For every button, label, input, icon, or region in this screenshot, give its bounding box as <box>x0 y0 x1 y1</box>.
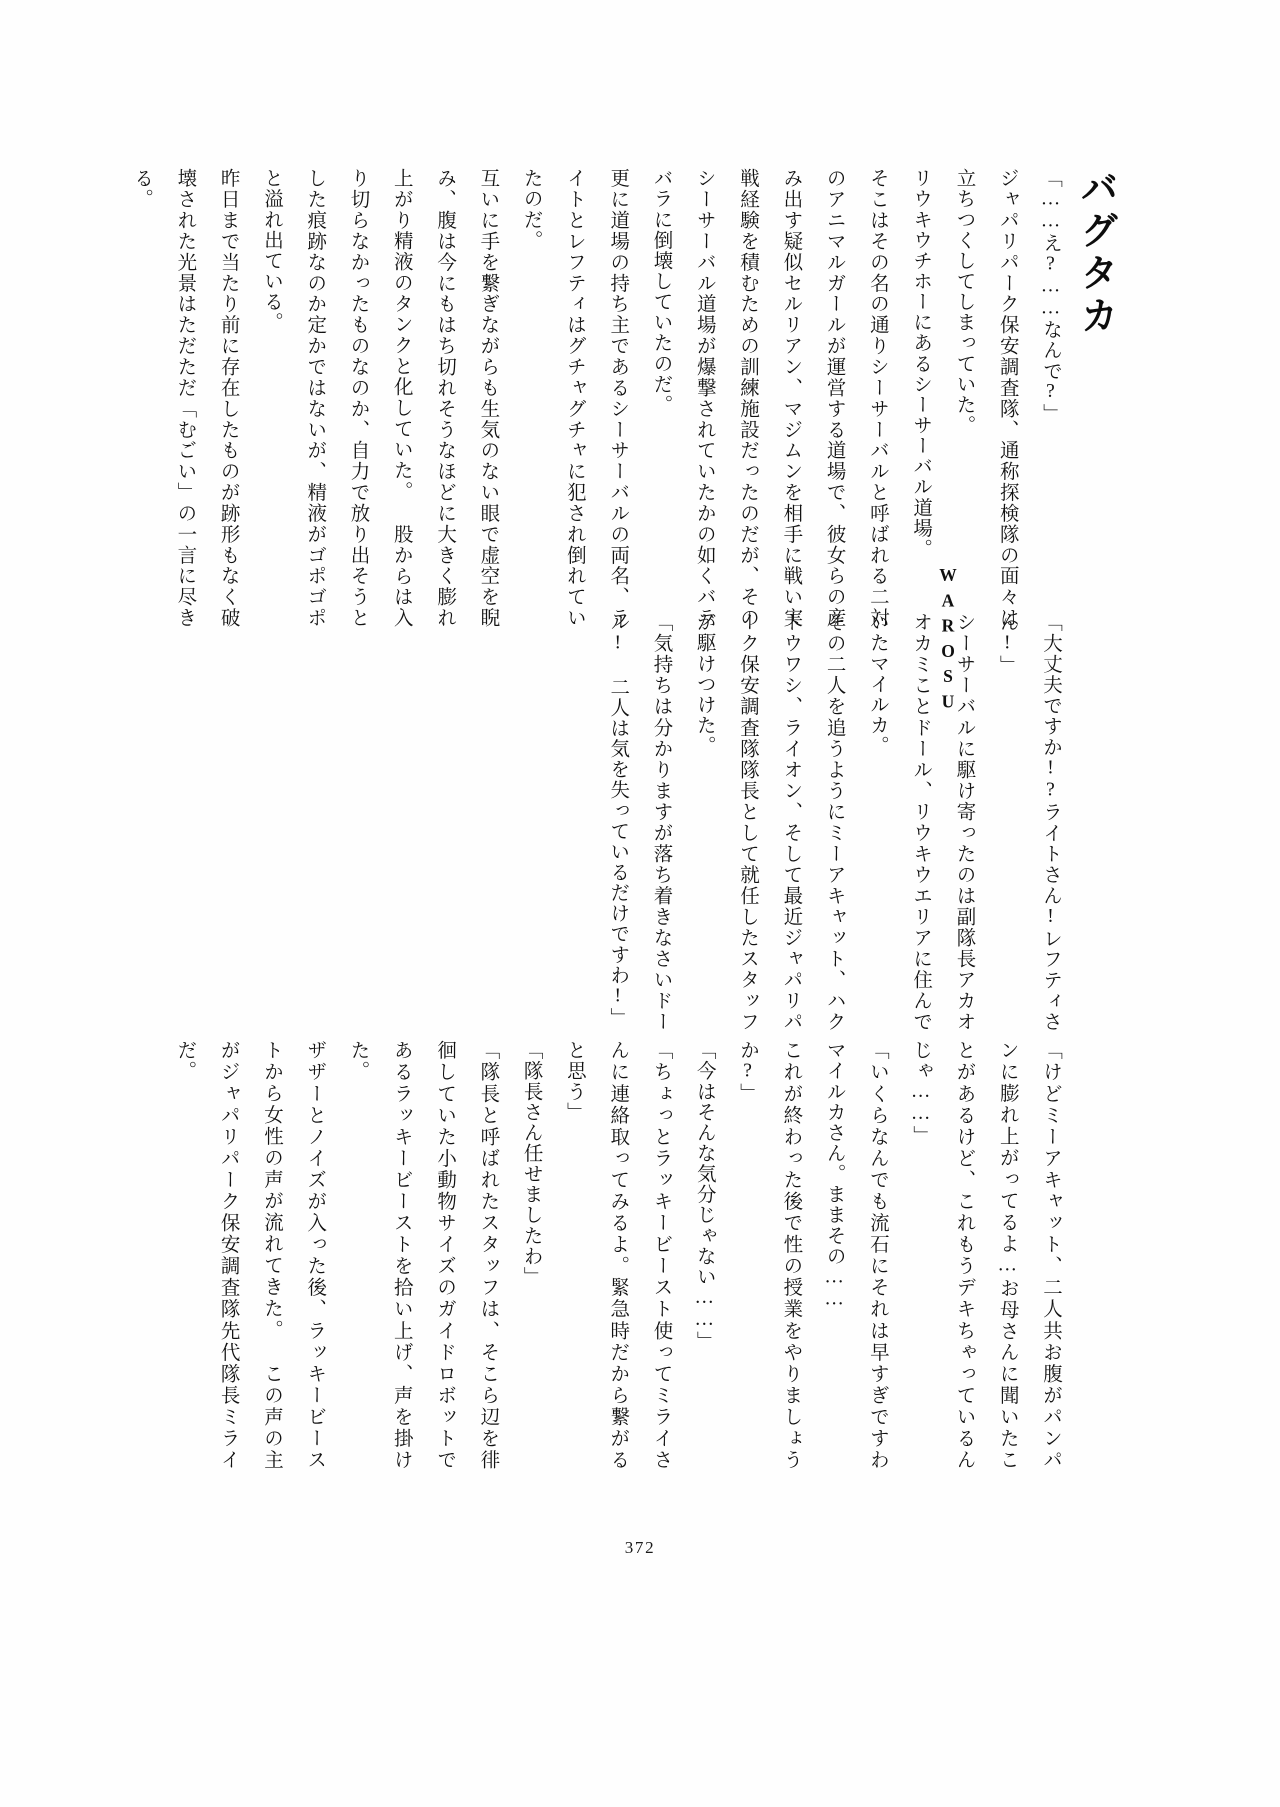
body-paragraph-block-3: 「けどミーアキャット、二人共お腹がパンパンに膨れ上がってるよ…お母さんに聞いたことがあるけど、これもうデキちゃっているんじゃ……」 「いくらなんでも流石にそれは早すぎですわマイルカさん。ままその…… これが終わった後で性の授業をやりましょうか?」 「今はそんな気分じゃない……」 「ちょっとラッキービースト使ってミライさんに連絡取ってみるよ。緊急時だから繋がると思う」 「隊長さん任せましたわ」 「隊長と呼ばれたスタッフは、そこら辺を徘徊していた小動物サイズのガイドロボットであるラッキービーストを拾い上げ、声を掛けた。 ザザーとノイズが入った後、ラッキービーストから女性の声が流れてきた。 この声の主がジャパリパーク保安調査隊先代隊長ミライだ。 <box>174 1040 1061 1470</box>
author-name: WAROSU <box>938 565 958 717</box>
page-title: バグタカ <box>1074 168 1119 339</box>
body-paragraph-block-2: 「大丈夫ですか!?ライトさん!レフティさん!」 シーサーバルに駆け寄ったのは副隊長アカオオカミことドール、リウキウエリアに住んでいたマイルカ。 その二人を追うようにミーアキャット、ハクトウワシ、ライオン、そして最近ジャパリパーク保安調査隊隊長として就任したスタッフが駆けつけた。 「気持ちは分かりますが落ち着きなさいドール! 二人は気を失っているだけですわ!」 <box>607 612 1061 1032</box>
body-paragraph-block-1: 「……え?……なんで?」 ジャパリパーク保安調査隊、通称探検隊の面々は立ちつくしてしまっていた。 リウキウチホーにあるシーサーバル道場。 そこはその名の通りシーサーバルと呼ばれる二対のアニマルガールが運営する道場で、彼女らの産み出す疑似セルリアン、マジムンを相手に戦い実戦経験を積むための訓練施設だったのだが、そのシーサーバル道場が爆撃されていたかの如くバラバラに倒壊していたのだ。 更に道場の持ち主であるシーサーバルの両名、ライトとレフティはグチャグチャに犯され倒れていたのだ。 互いに手を繋ぎながらも生気のない眼で虚空を睨み、腹は今にもはち切れそうなほどに大きく膨れ上がり精液のタンクと化していた。 股からは入り切らなかったものなのか、自力で放り出そうとした痕跡なのか定かではないが、精液がゴポゴポと溢れ出ている。 昨日まで当たり前に存在したものが跡形もなく破壊された光景はただただ「むごい」の一言に尽きる。 <box>131 168 1061 628</box>
page-number: 372 <box>624 1538 656 1557</box>
